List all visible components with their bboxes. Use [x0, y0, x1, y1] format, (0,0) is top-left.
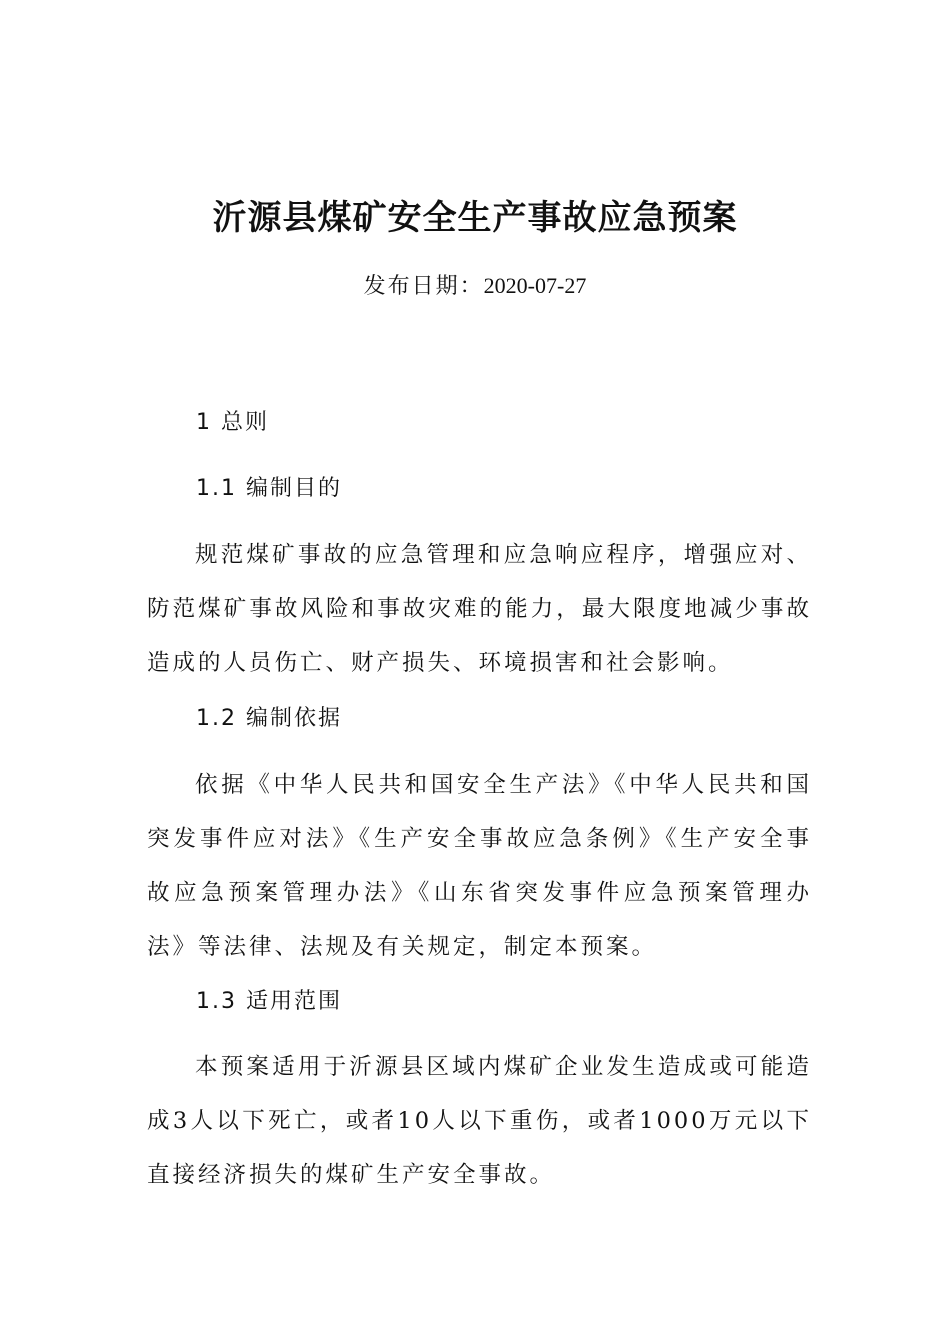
- paragraph-basis: 依据《中华人民共和国安全生产法》《中华人民共和国突发事件应对法》《生产安全事故应急条例》《生产安全事故应急预案管理办法》《山东省突发事件应急预案管理办法》等法律、法规及有关规定，制定本预案。: [147, 772, 812, 960]
- publish-date-label: 发布日期：: [363, 274, 484, 299]
- publish-date-value: 2020-07-27: [483, 273, 587, 298]
- paragraph-purpose: 规范煤矿事故的应急管理和应急响应程序，增强应对、防范煤矿事故风险和事故灾难的能力，最大限度地减少事故造成的人员伤亡、财产损失、环境损害和社会影响。: [147, 542, 812, 676]
- publish-date-line: [0, 268, 950, 305]
- section-heading-basis: 1.2 编制依据: [196, 706, 342, 731]
- document-title: 沂源县煤矿安全生产事故应急预案: [212, 198, 738, 238]
- paragraph-scope: 本预案适用于沂源县区域内煤矿企业发生造成或可能造成3人以下死亡，或者10人以下重伤，或者1000万元以下直接经济损失的煤矿生产安全事故。: [147, 1054, 812, 1188]
- section-heading-purpose: 1.1 编制目的: [196, 476, 342, 501]
- section-heading-scope: 1.3 适用范围: [196, 989, 342, 1014]
- section-heading-general: 1 总则: [196, 410, 269, 435]
